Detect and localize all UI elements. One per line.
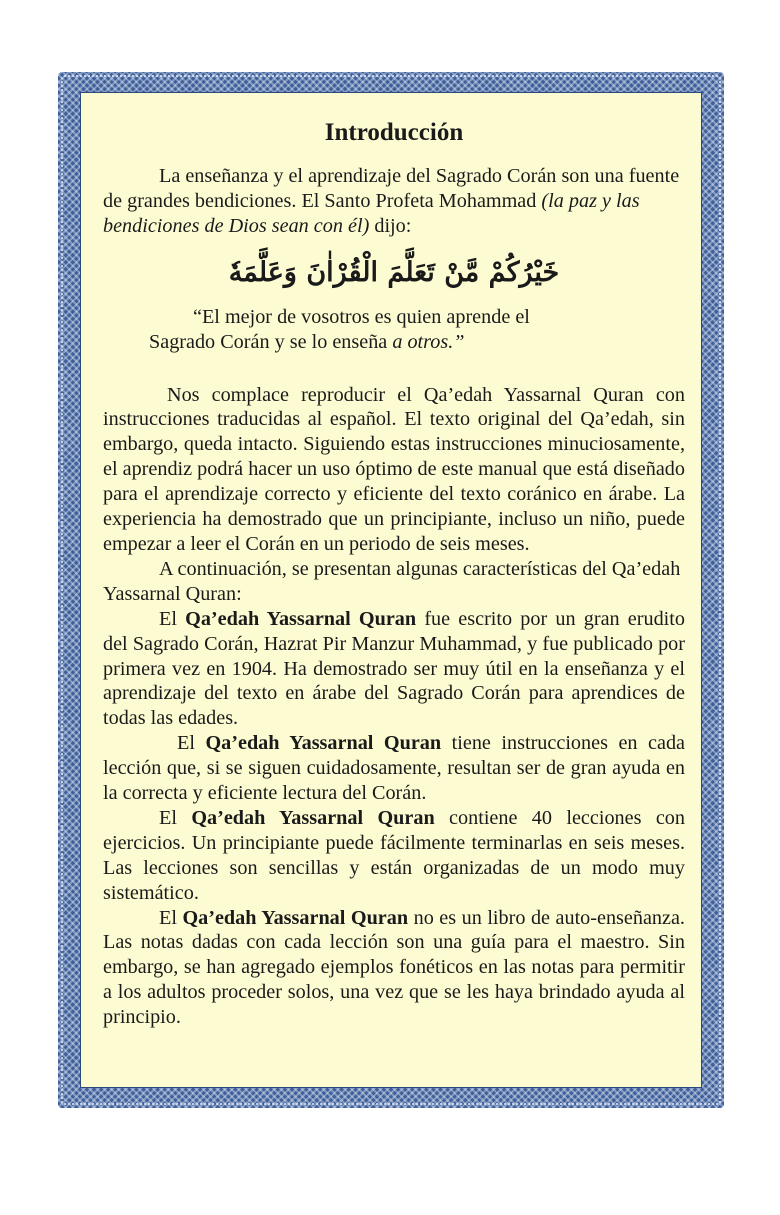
page-content (103, 118, 685, 1030)
paragraph-3: El Qa’edah Yassarnal Quran fue escrito por un gran erudito del Sagrado Corán, Hazrat Pir Manzur Muhammad, y fue publicado por primera vez en 1904. Ha demostrado ser muy útil en la enseñanza y el aprendizaje del texto en árabe del Sagrado Corán para aprendices de todas las edades. (103, 607, 685, 730)
paragraph-2: A continuación, se presentan algunas características del Qa’edah Yassarnal Quran: (103, 557, 681, 605)
book-name: Qa’edah Yassarnal Quran (191, 806, 435, 829)
intro-paragraph: La enseñanza y el aprendizaje del Sagrado Corán son una fuente de grandes bendiciones. El Santo Profeta Mohammad (la paz y las bendiciones de Dios sean con él) dijo: (103, 165, 680, 237)
quote-block (103, 305, 685, 355)
book-name: Qa’edah Yassarnal Quran (205, 732, 442, 755)
intro-italic: (la paz y las bendiciones de Dios sean con él) (103, 189, 640, 237)
page-title: Introducción (324, 119, 464, 146)
arabic-verse: خَيْرُكُمْ مَّنْ تَعَلَّمَ الْقُرْاٰنَ وَعَلَّمَهٗ (228, 256, 560, 288)
paragraph-1: Nos complace reproducir el Qa’edah Yassarnal Quran con instrucciones traducidas al español. El texto original del Qa’edah, sin embargo, queda intacto. Siguiendo estas instrucciones minuciosamente, el aprendiz podrá hacer un uso óptimo de este manual que está diseñado para el aprendizaje correcto y eficiente del texto coránico en árabe. La experiencia ha demostrado que un principiante, incluso un niño, puede empezar a leer el Corán en un periodo de seis meses. (103, 383, 685, 555)
paragraph-6: El Qa’edah Yassarnal Quran no es un libro de auto-enseñanza. Las notas dadas con cada lección son una guía para el maestro. Sin embargo, se han agregado ejemplos fonéticos en las notas para permitir a los adultos proceder solos, una vez que se les haya brindado ayuda al principio. (103, 906, 685, 1029)
paragraph-4: El Qa’edah Yassarnal Quran tiene instrucciones en cada lección que, si se siguen cuidadosamente, resultan ser de gran ayuda en la correcta y eficiente lectura del Corán. (103, 732, 685, 805)
book-name: Qa’edah Yassarnal Quran (185, 607, 417, 630)
quote-line-1: “El mejor de vosotros es quien aprende el (193, 305, 530, 328)
paragraph-5: El Qa’edah Yassarnal Quran contiene 40 lecciones con ejercicios. Un principiante puede fácilmente terminarlas en seis meses. Las lecciones son sencillas y están organizadas de un modo muy sistemático. (103, 806, 685, 904)
book-name: Qa’edah Yassarnal Quran (182, 906, 409, 929)
quote-line-2: Sagrado Corán y se lo enseña a otros.” (149, 330, 465, 353)
